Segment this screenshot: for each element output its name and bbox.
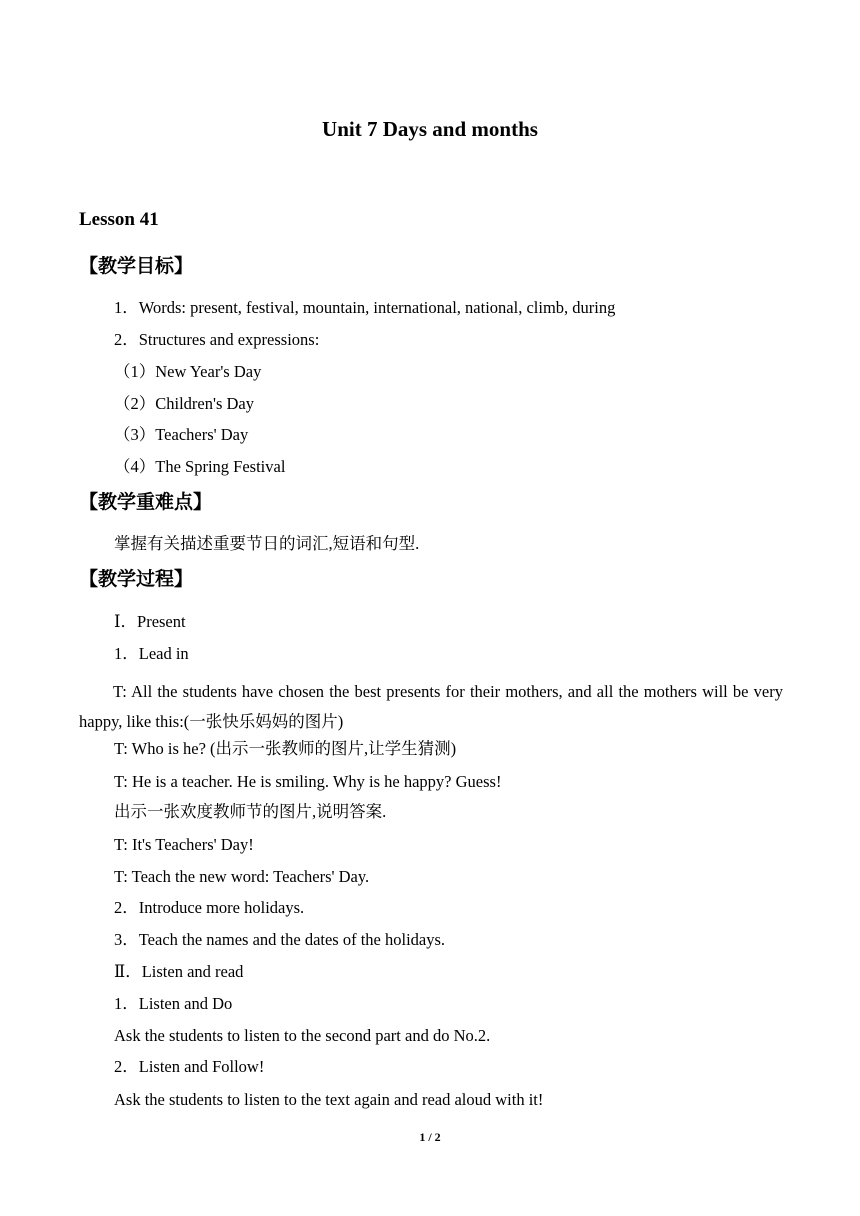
page-number: 1 / 2 bbox=[419, 1130, 441, 1144]
process-paragraph: T: All the students have chosen the best presents for their mothers, and all the mothers will be very happy, like this:(一张快乐妈妈的图片) bbox=[79, 682, 783, 731]
list-item: （4）The Spring Festival bbox=[114, 457, 286, 476]
process-line: 1．Lead in bbox=[114, 644, 189, 663]
key-points-text: 掌握有关描述重要节日的词汇,短语和句型. bbox=[114, 534, 420, 553]
process-line: Ⅰ．Present bbox=[114, 612, 186, 631]
process-line: Ask the students to listen to the second part and do No.2. bbox=[114, 1026, 491, 1045]
list-item: （1）New Year's Day bbox=[114, 362, 262, 381]
process-line: 出示一张欢度教师节的图片,说明答案. bbox=[114, 802, 387, 821]
process-line: 2．Introduce more holidays. bbox=[114, 898, 305, 917]
document-title: Unit 7 Days and months bbox=[322, 117, 538, 141]
process-line: Ⅱ．Listen and read bbox=[114, 962, 244, 981]
process-line: T: He is a teacher. He is smiling. Why is he happy? Guess! bbox=[114, 772, 502, 791]
process-line: T: Teach the new word: Teachers' Day. bbox=[114, 867, 370, 886]
objective-structures: 2．Structures and expressions: bbox=[114, 330, 320, 349]
process-line: 2．Listen and Follow! bbox=[114, 1057, 265, 1076]
process-line: T: Who is he? (出示一张教师的图片,让学生猜测) bbox=[114, 739, 457, 758]
lesson-heading: Lesson 41 bbox=[79, 209, 159, 230]
process-line: 1．Listen and Do bbox=[114, 994, 233, 1013]
objective-words: 1．Words: present, festival, mountain, international, national, climb, during bbox=[114, 298, 616, 317]
list-item: （3）Teachers' Day bbox=[114, 425, 249, 444]
process-line: Ask the students to listen to the text again and read aloud with it! bbox=[114, 1090, 544, 1109]
list-item: （2）Children's Day bbox=[114, 394, 255, 413]
process-line: 3．Teach the names and the dates of the holidays. bbox=[114, 930, 446, 949]
objectives-heading: 【教学目标】 bbox=[79, 255, 194, 277]
key-points-heading: 【教学重难点】 bbox=[79, 491, 213, 513]
process-line: T: It's Teachers' Day! bbox=[114, 835, 254, 854]
process-heading: 【教学过程】 bbox=[79, 568, 194, 590]
